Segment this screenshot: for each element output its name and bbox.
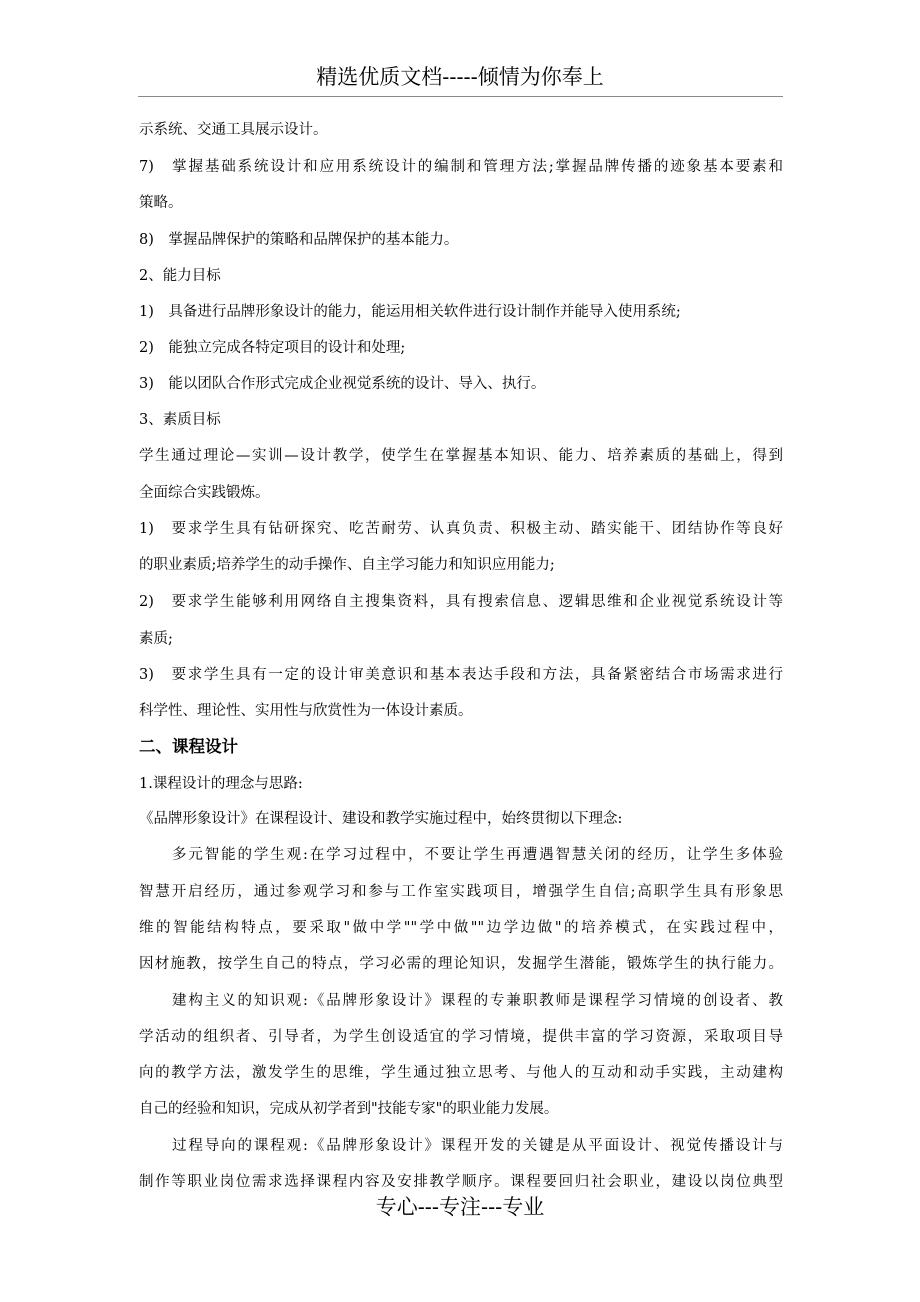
- text-line: 智慧开启经历，通过参观学习和参与工作室实践项目，增强学生自信;高职学生具有形象思: [139, 884, 783, 900]
- text-line: 科学性、理论性、实用性与欣赏性为一体设计素质。: [139, 703, 473, 719]
- text-line: 学活动的组织者、引导者，为学生创设适宜的学习情境，提供丰富的学习资源，采取项目导: [139, 1029, 783, 1045]
- text-line: 示系统、交通工具展示设计。: [139, 122, 328, 138]
- text-line: 2) 要求学生能够利用网络自主搜集资料，具有搜索信息、逻辑思维和企业视觉系统设计等: [139, 594, 783, 610]
- text-line: 素质;: [139, 631, 173, 647]
- text-line: 的职业素质;培养学生的动手操作、自主学习能力和知识应用能力;: [139, 557, 555, 573]
- section-heading: 3、素质目标: [139, 412, 221, 428]
- header-rule: [138, 96, 783, 97]
- paragraph-first-line: 过程导向的课程观:《品牌形象设计》课程开发的关键是从平面设计、视觉传播设计与: [172, 1138, 783, 1154]
- page-footer: 专心---专注---专业: [375, 1195, 545, 1219]
- text-line: 3) 能以团队合作形式完成企业视觉系统的设计、导入、执行。: [139, 376, 546, 392]
- text-line: 3) 要求学生具有一定的设计审美意识和基本表达手段和方法，具备紧密结合市场需求进行: [139, 667, 783, 683]
- text-line: 全面综合实践锻炼。: [139, 485, 270, 501]
- text-line: 《品牌形象设计》在课程设计、建设和教学实施过程中，始终贯彻以下理念:: [139, 811, 623, 827]
- text-line: 策略。: [139, 195, 183, 211]
- text-line: 8) 掌握品牌保护的策略和品牌保护的基本能力。: [139, 232, 459, 248]
- text-line: 因材施教，按学生自己的特点，学习必需的理论知识，发掘学生潜能，锻炼学生的执行能力。: [139, 956, 783, 972]
- text-line: 维的智能结构特点，要采取"做中学""学中做""边学边做"的培养模式，在实践过程中，: [139, 920, 783, 936]
- text-line: 向的教学方法，激发学生的思维，学生通过独立思考、与他人的互动和动手实践，主动建构: [139, 1065, 783, 1081]
- paragraph-first-line: 建构主义的知识观:《品牌形象设计》课程的专兼职教师是课程学习情境的创设者、教: [172, 993, 783, 1009]
- section-heading: 2、能力目标: [139, 268, 221, 284]
- chapter-heading: 二、课程设计: [139, 737, 238, 756]
- text-line: 1) 要求学生具有钻研探究、吃苦耐劳、认真负责、积极主动、踏实能干、团结协作等良好: [139, 521, 783, 537]
- page-header: 精选优质文档-----倾情为你奉上: [316, 65, 604, 89]
- text-line: 制作等职业岗位需求选择课程内容及安排教学顺序。课程要回归社会职业，建设以岗位典型: [139, 1174, 783, 1190]
- text-line: 2) 能独立完成各特定项目的设计和处理;: [139, 340, 406, 356]
- text-line: 学生通过理论—实训—设计教学，使学生在掌握基本知识、能力、培养素质的基础上，得到: [139, 448, 783, 464]
- text-line: 自己的经验和知识，完成从初学者到"技能专家"的职业能力发展。: [139, 1101, 559, 1117]
- text-line: 1) 具备进行品牌形象设计的能力，能运用相关软件进行设计制作并能导入使用系统;: [139, 304, 681, 320]
- paragraph-first-line: 多元智能的学生观:在学习过程中，不要让学生再遭遇智慧关闭的经历，让学生多体验: [172, 847, 783, 863]
- text-line: 7) 掌握基础系统设计和应用系统设计的编制和管理方法;掌握品牌传播的迹象基本要素和: [139, 159, 783, 175]
- subsection-heading: 1.课程设计的理念与思路:: [139, 776, 303, 792]
